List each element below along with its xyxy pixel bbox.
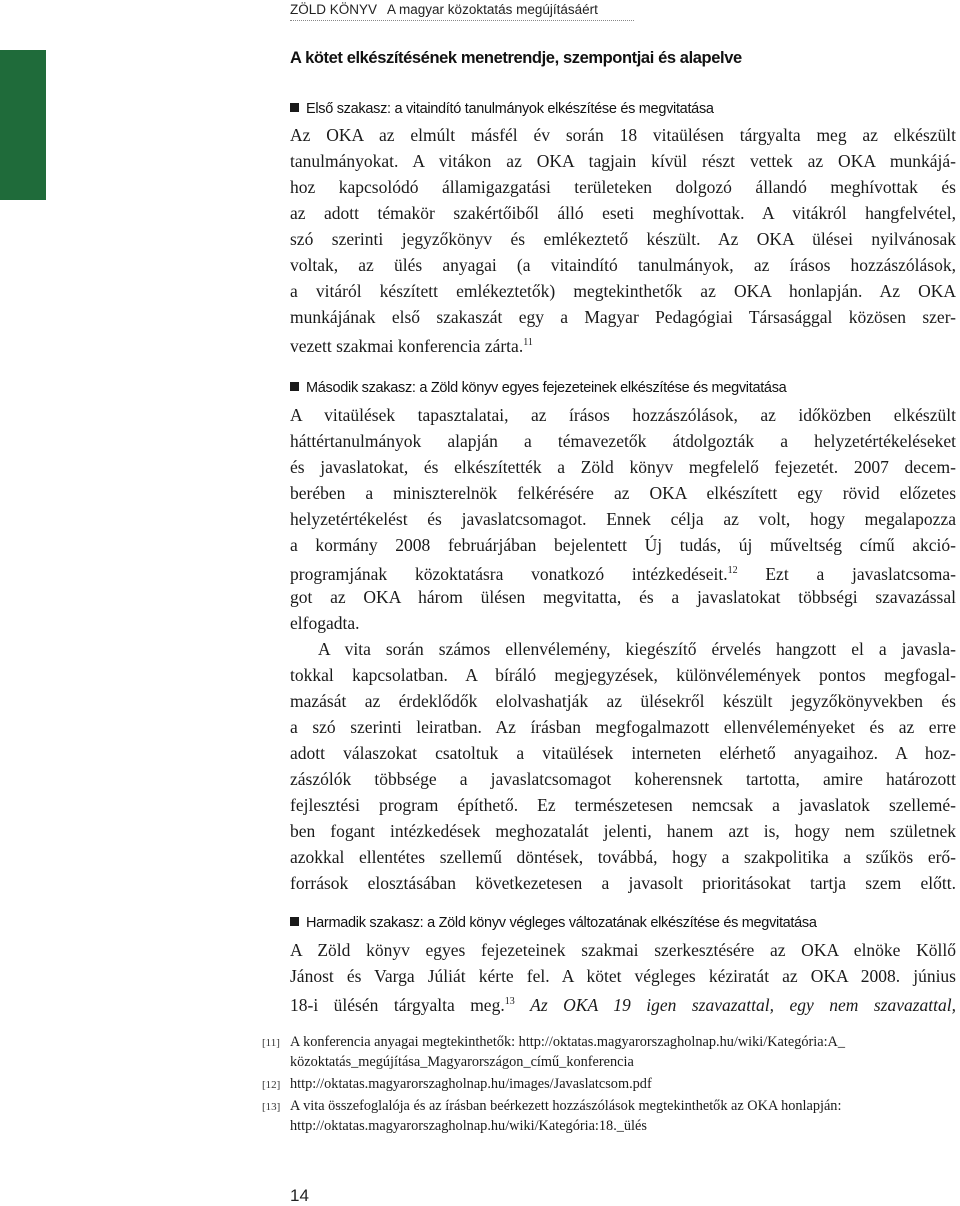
green-margin-bar bbox=[0, 50, 46, 200]
square-bullet-icon bbox=[290, 103, 299, 112]
header-subtitle: A magyar közoktatás megújításáért bbox=[387, 2, 598, 17]
text-line: Jánost és Varga Júliát kérte fel. A kötet végleges kéziratát az OKA 2008. június bbox=[290, 966, 956, 986]
footnote-ref-11[interactable]: 11 bbox=[523, 337, 533, 348]
text-line: források elosztásában következetesen a javasolt prioritásokat tartja szem előtt. bbox=[290, 873, 956, 893]
section-1-heading-text: Első szakasz: a vitaindító tanulmányok elkészítése és megvitatása bbox=[306, 101, 714, 117]
text-line: tanulmányokat. A vitákon az OKA tagjain kívül részt vettek az OKA munkájá- bbox=[290, 151, 956, 171]
footnote-number: [13] bbox=[262, 1101, 281, 1113]
text-span: programjának közoktatásra vonatkozó intézkedéseit. bbox=[290, 563, 728, 584]
text-line: A Zöld könyv egyes fejezeteinek szakmai szerkesztésére az OKA elnöke Köllő bbox=[290, 940, 956, 960]
text-line bbox=[290, 989, 956, 1015]
running-header bbox=[290, 2, 634, 21]
text-line: szó szerinti jegyzőkönyv és emlékeztető készült. Az OKA ülései nyilvánosak bbox=[290, 229, 956, 249]
text-line bbox=[290, 558, 956, 584]
text-line: a szó szerinti leiratban. Az írásban megfogalmazott ellenvéleményeket és az erre bbox=[290, 717, 956, 737]
footnote-11 bbox=[262, 1032, 845, 1053]
section-2-heading-text: Második szakasz: a Zöld könyv egyes fejezeteinek elkészítése és megvitatása bbox=[306, 380, 787, 396]
footnote-ref-13[interactable]: 13 bbox=[504, 996, 515, 1007]
text-line: hoz kapcsolódó államigazgatási területeken dolgozó állandó meghívottak és bbox=[290, 177, 956, 197]
text-line: azokkal ellentétes szellemű döntések, továbbá, hogy a szakpolitika a szűkös erő- bbox=[290, 847, 956, 867]
text-line: mazását az érdeklődők elolvashatják az ülésekről készült jegyzőkönyvekben és bbox=[290, 691, 956, 711]
footnote-13 bbox=[262, 1096, 841, 1117]
page-number: 14 bbox=[290, 1186, 309, 1205]
text-span: Ezt a javaslatcsoma- bbox=[737, 563, 956, 584]
footnote-11-cont: közoktatás_megújítása_Magyarországon_című_konferencia bbox=[290, 1054, 634, 1070]
text-line: adott válaszokat csatoltuk a vitaülések interneten elérhető anyagaihoz. A hoz- bbox=[290, 743, 956, 763]
footnote-number: [11] bbox=[262, 1037, 280, 1049]
text-line: zászólók többsége a javaslatcsomagot koherensnek tartotta, amire határozott bbox=[290, 769, 956, 789]
italic-text: Az OKA 19 igen szavazattal, egy nem szavazattal, bbox=[530, 994, 956, 1015]
text-line: és javaslatokat, és elkészítették a Zöld könyv megfelelő fejezetét. 2007 decem- bbox=[290, 457, 956, 477]
footnote-text: A vita összefoglalója és az írásban beérkezett hozzászólások megtekinthetők az OKA honlapján: bbox=[290, 1098, 842, 1114]
text-line: Az OKA az elmúlt másfél év során 18 vitaülésen tárgyalta meg az elkészült bbox=[290, 125, 956, 145]
header-book-title: ZÖLD KÖNYV bbox=[290, 2, 378, 17]
footnote-text: A konferencia anyagai megtekinthetők: http://oktatas.magyarorszagholnap.hu/wiki/Kategória:A_ bbox=[290, 1034, 846, 1050]
text-line: háttértanulmányok alapján a témavezetők átdolgozták a helyzetértékeléseket bbox=[290, 431, 956, 451]
text-line: berében a miniszterelnök felkérésére az OKA elkészített egy rövid előzetes bbox=[290, 483, 956, 503]
text-line: helyzetértékelést és javaslatcsomagot. Ennek célja az volt, hogy megalapozza bbox=[290, 509, 956, 529]
section-2-heading bbox=[290, 380, 786, 396]
square-bullet-icon bbox=[290, 382, 299, 391]
footnote-ref-12[interactable]: 12 bbox=[727, 565, 738, 576]
section-3-heading bbox=[290, 915, 817, 931]
text-line: ben fogant intézkedések meghozatalát jelenti, hanem azt is, hogy nem születnek bbox=[290, 821, 956, 841]
text-line: az adott témakör szakértőiből álló eseti meghívottak. A vitákról hangfelvétel, bbox=[290, 203, 956, 223]
text-line: tokkal kapcsolatban. A bíráló megjegyzések, különvélemények pontos megfogal- bbox=[290, 665, 956, 685]
text-line: voltak, az ülés anyagai (a vitaindító tanulmányok, az írásos hozzászólások, bbox=[290, 255, 956, 275]
text-line: a kormány 2008 februárjában bejelentett Új tudás, új műveltség című akció- bbox=[290, 535, 956, 555]
text-line: elfogadta. bbox=[290, 613, 360, 633]
footnote-12 bbox=[262, 1074, 652, 1095]
text-line: got az OKA három ülésen megvitatta, és a javaslatokat többségi szavazással bbox=[290, 587, 956, 607]
text-span: 18-i ülésén tárgyalta meg. bbox=[290, 994, 505, 1015]
section-1-heading bbox=[290, 101, 714, 117]
footnote-13-cont[interactable]: http://oktatas.magyarorszagholnap.hu/wiki/Kategória:18._ülés bbox=[290, 1118, 647, 1134]
section-title: A kötet elkészítésének menetrendje, szempontjai és alapelve bbox=[290, 49, 742, 67]
square-bullet-icon bbox=[290, 917, 299, 926]
text-line: a vitáról készített emlékeztetők) megtekinthetők az OKA honlapján. Az OKA bbox=[290, 281, 956, 301]
text-line bbox=[290, 330, 956, 356]
text-line: fejlesztési program építhető. Ez természetesen nemcsak a javaslatok szellemé- bbox=[290, 795, 956, 815]
text-line: munkájának első szakaszát egy a Magyar Pedagógiai Társasággal közösen szer- bbox=[290, 307, 956, 327]
footnote-link[interactable]: http://oktatas.magyarorszagholnap.hu/images/Javaslatcsom.pdf bbox=[290, 1076, 652, 1092]
text-line: A vitaülések tapasztalatai, az írásos hozzászólások, az időközben elkészült bbox=[290, 405, 956, 425]
text-line: A vita során számos ellenvélemény, kiegészítő érvelés hangzott el a javasla- bbox=[318, 639, 956, 659]
text-span: vezett szakmai konferencia zárta. bbox=[290, 335, 524, 356]
section-3-heading-text: Harmadik szakasz: a Zöld könyv végleges változatának elkészítése és megvitatása bbox=[306, 915, 817, 931]
footnote-number: [12] bbox=[262, 1079, 281, 1091]
